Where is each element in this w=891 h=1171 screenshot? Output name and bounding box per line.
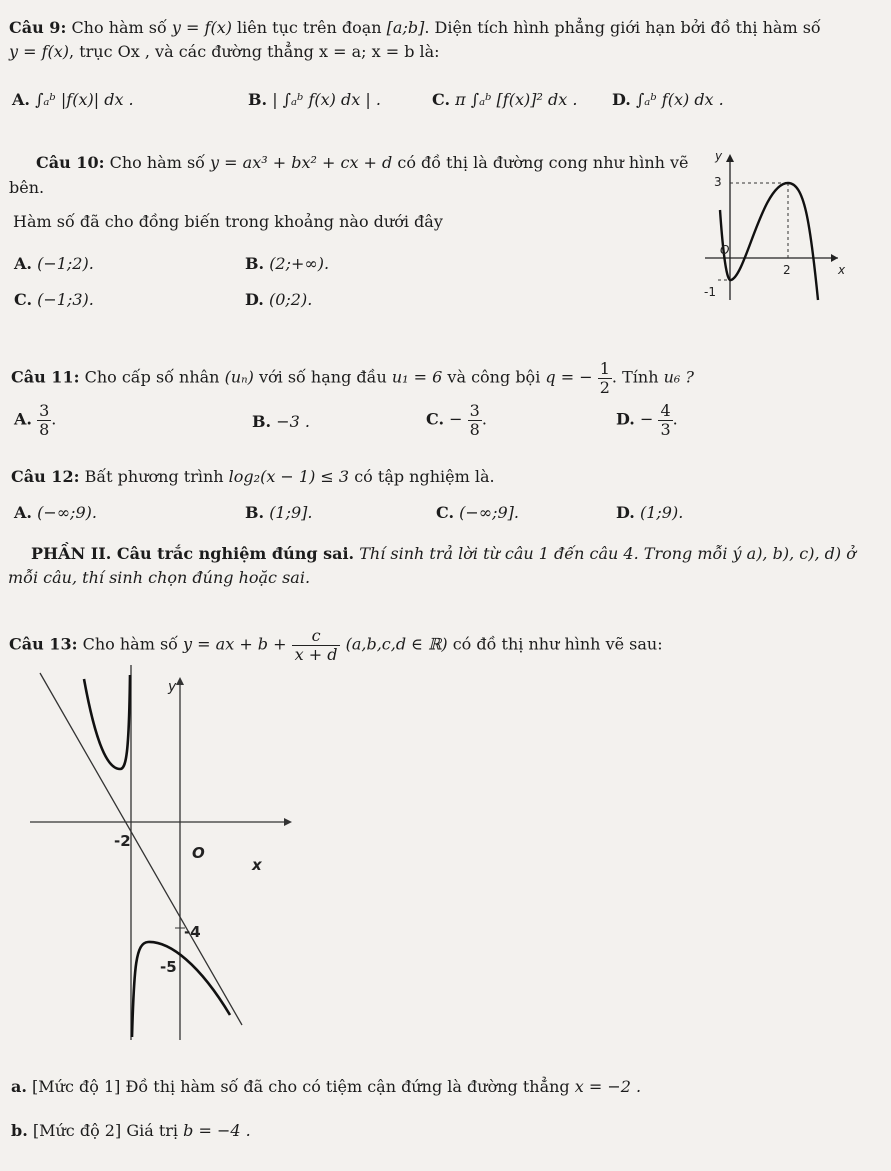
q10-line1 (36, 153, 689, 172)
y-axis-arrow (176, 677, 184, 685)
option-key: D. (245, 290, 264, 309)
q13-set: (a,b,c,d ∈ ℝ) (345, 634, 448, 654)
part2-line2: mỗi câu, thí sinh chọn đúng hoặc sai. (8, 568, 311, 587)
q9-line2-text: , trục Ox , và các đường thẳng x = a; x = b là: (69, 42, 440, 61)
option-key: D. (616, 409, 635, 429)
q9-text3: . Diện tích hình phẳng giới hạn bởi đồ thị hàm số (424, 18, 821, 37)
option-key: C. (432, 90, 451, 109)
q11-text4: . Tính (611, 367, 659, 387)
q10-option-d[interactable] (245, 290, 312, 309)
part2-heading: PHẦN II. Câu trắc nghiệm đúng sai. (31, 544, 355, 563)
part2-instruction: Thí sinh trả lời từ câu 1 đến câu 4. Trong mỗi ý a), b), c), d) ở (359, 544, 856, 563)
q13-function-graph (30, 665, 300, 1045)
option-key: C. (436, 503, 455, 522)
option-value: (2;+∞). (269, 254, 330, 273)
q9-option-d[interactable] (612, 90, 724, 109)
q10-option-c[interactable] (14, 290, 94, 309)
q9-line2-expr: y = f(x) (9, 42, 70, 61)
q13-label: Câu 13: (9, 634, 78, 654)
option-value: (−1;2). (37, 254, 94, 273)
item-expr: x = −2 . (574, 1077, 642, 1096)
q12-option-d[interactable] (616, 503, 683, 522)
q9-option-b[interactable] (248, 90, 381, 109)
option-value: (0;2). (268, 290, 313, 309)
q11-label: Câu 11: (11, 367, 80, 387)
q11-text1: Cho cấp số nhân (84, 367, 220, 387)
q10-question: Hàm số đã cho đồng biến trong khoảng nào dưới đây (13, 212, 443, 231)
x-label: x (252, 856, 262, 874)
item-expr: b = −4 . (183, 1121, 251, 1140)
frac-num: c (292, 627, 341, 646)
option-key: A. (14, 254, 32, 273)
frac-den: 8 (39, 419, 50, 439)
option-value: π ∫ₐᵇ [f(x)]² dx . (455, 90, 578, 109)
item-prefix: a. (11, 1077, 27, 1096)
item-text: Giá trị (126, 1121, 179, 1140)
option-value: −3 . (276, 412, 310, 431)
origin-label: O (720, 243, 730, 257)
x-axis-arrow (284, 818, 292, 826)
option-key: D. (612, 90, 631, 109)
option-key: A. (12, 90, 30, 109)
q13-item-a[interactable] (11, 1077, 641, 1096)
option-value: (1;9]. (269, 503, 313, 522)
q13-expr-left: y = ax + b + (183, 634, 287, 654)
tick-xm2: -2 (114, 832, 131, 850)
q10-option-a[interactable] (14, 254, 94, 273)
q11-option-c[interactable]: C. − $\frac{3}{8}$ . (426, 401, 487, 439)
tick-ym4: -4 (184, 923, 201, 941)
q13-text1: Cho hàm số (82, 634, 178, 654)
frac-den: 8 (469, 419, 480, 439)
q12-text1: Bất phương trình (84, 467, 224, 486)
option-value: (1;9). (639, 503, 684, 522)
option-sign: − (449, 409, 463, 429)
option-key: B. (252, 412, 272, 431)
option-value: (−∞;9). (37, 503, 97, 522)
frac-num: 4 (660, 401, 671, 420)
option-key: A. (14, 409, 32, 429)
frac-den: 2 (599, 377, 610, 397)
q12-label: Câu 12: (11, 467, 80, 486)
oblique-asymptote (40, 673, 242, 1025)
q12-option-b[interactable] (245, 503, 313, 522)
tick-ym1: -1 (704, 285, 716, 299)
option-frac (37, 402, 51, 438)
part2-line1 (31, 544, 856, 563)
q9-line1 (9, 18, 821, 37)
option-value: (−∞;9]. (459, 503, 519, 522)
y-label: y (168, 679, 177, 695)
frac-num: 3 (39, 401, 50, 420)
option-key: B. (245, 254, 265, 273)
q10-label: Câu 10: (36, 153, 105, 172)
tick-y3: 3 (714, 175, 722, 189)
q12-line1 (11, 467, 495, 486)
option-value: ∫ₐᵇ |f(x)| dx . (35, 90, 134, 109)
frac-den: 3 (660, 419, 671, 439)
q11-u6: u₆ ? (663, 367, 694, 387)
frac-num: 3 (469, 401, 480, 420)
q10-expr: y = ax³ + bx² + cx + d (210, 153, 393, 172)
item-text: Đồ thị hàm số đã cho có tiệm cận đứng là đường thẳng (125, 1077, 570, 1096)
q13-frac (292, 627, 341, 663)
q11-seq: (uₙ) (224, 367, 254, 387)
option-key: C. (426, 409, 445, 429)
q9-option-c[interactable] (432, 90, 577, 109)
q11-line1 (11, 360, 694, 396)
q13-line1 (9, 627, 663, 663)
item-level: [Mức độ 2] (32, 1121, 122, 1140)
option-key: D. (616, 503, 635, 522)
q9-text2: liên tục trên đoạn (237, 18, 382, 37)
left-branch (84, 675, 130, 769)
q10-line2: bên. (9, 178, 45, 197)
option-value: (−1;3). (37, 290, 94, 309)
q11-text3: và công bội (447, 367, 541, 387)
x-axis-arrow (831, 254, 838, 262)
q11-q-frac (598, 360, 612, 396)
option-frac (658, 402, 672, 438)
option-value: | ∫ₐᵇ f(x) dx | . (272, 90, 381, 109)
q11-text2: với số hạng đầu (258, 367, 387, 387)
option-key: B. (245, 503, 265, 522)
q9-interval: [a;b] (386, 18, 425, 37)
q11-u1: u₁ = 6 (391, 367, 443, 387)
y-label: y (715, 150, 723, 163)
frac-den: x + d (294, 644, 338, 664)
q10-text2: có đồ thị là đường cong như hình vẽ (397, 153, 689, 172)
option-value: ∫ₐᵇ f(x) dx . (635, 90, 724, 109)
q10-cubic-graph (700, 150, 850, 305)
q9-option-a[interactable] (12, 90, 134, 109)
option-sign: − (639, 409, 654, 429)
q11-option-d[interactable]: D. − $\frac{4}{3}$ . (616, 401, 678, 439)
right-branch (132, 942, 230, 1037)
q12-option-a[interactable] (14, 503, 97, 522)
item-prefix: b. (11, 1121, 28, 1140)
q11-option-b[interactable] (252, 412, 310, 431)
y-axis-arrow (726, 154, 734, 162)
option-key: A. (14, 503, 32, 522)
q10-text1: Cho hàm số (109, 153, 205, 172)
q9-line2 (9, 42, 440, 61)
q11-q: q = − (545, 367, 593, 387)
tick-x2: 2 (783, 263, 791, 277)
q12-expr: log₂(x − 1) ≤ 3 (228, 467, 350, 486)
q9-expr: y = f(x) (171, 18, 232, 37)
option-frac (468, 402, 482, 438)
option-key: C. (14, 290, 33, 309)
q13-text2: có đồ thị như hình vẽ sau: (452, 634, 663, 654)
cubic-curve (720, 183, 818, 300)
q11-option-a[interactable]: A. $\frac{3}{8}$ . (14, 401, 57, 439)
q12-text2: có tập nghiệm là. (354, 467, 495, 486)
origin-label: O (192, 844, 205, 862)
q9-label: Câu 9: (9, 18, 67, 37)
tick-ym5: -5 (160, 958, 177, 976)
x-label: x (838, 263, 846, 277)
q12-option-c[interactable] (436, 503, 519, 522)
q10-option-b[interactable] (245, 254, 329, 273)
frac-num: 1 (599, 359, 610, 378)
q9-text1: Cho hàm số (71, 18, 167, 37)
option-key: B. (248, 90, 268, 109)
q13-item-b[interactable] (11, 1121, 251, 1140)
item-level: [Mức độ 1] (32, 1077, 121, 1096)
